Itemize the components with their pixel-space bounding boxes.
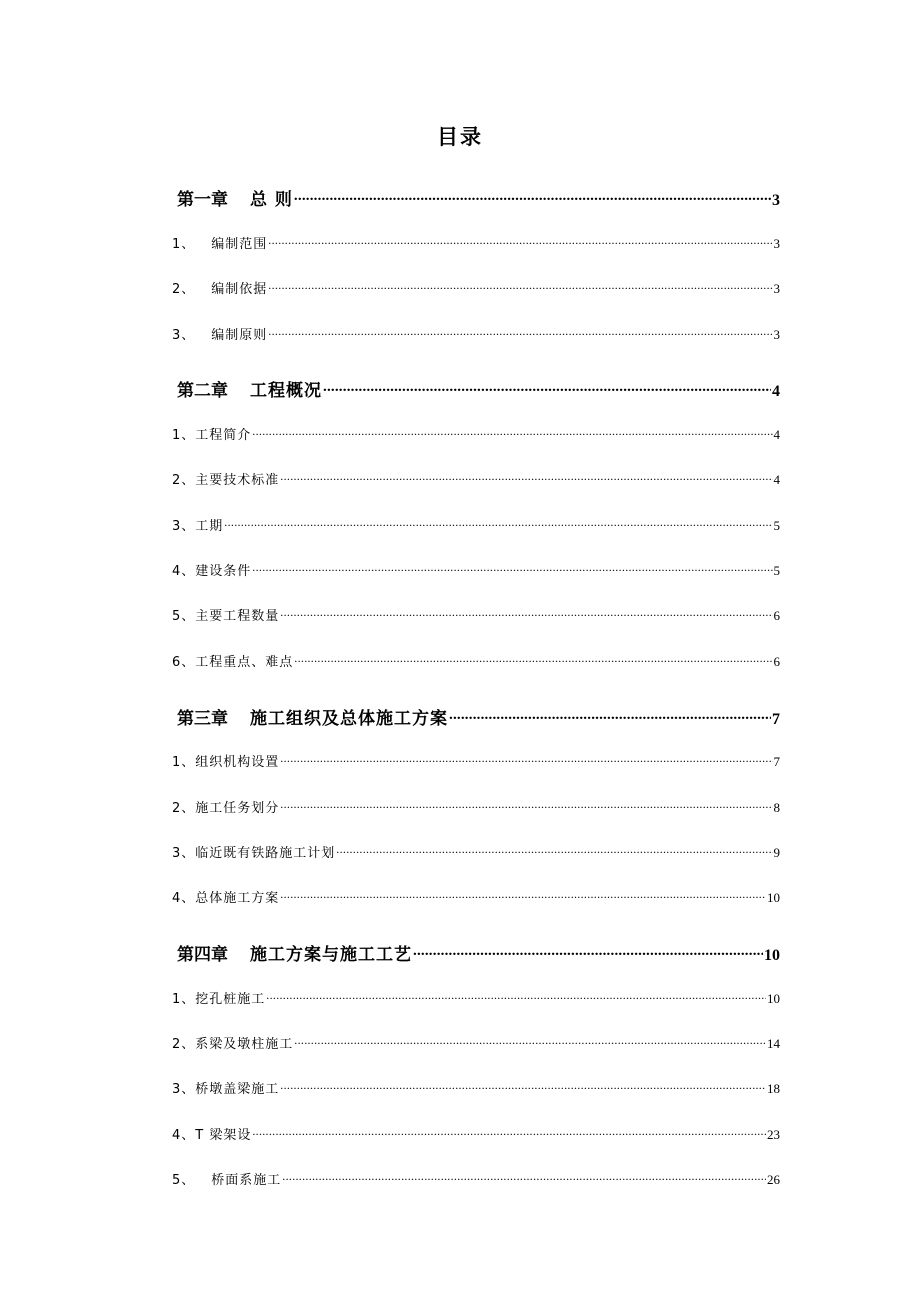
toc-section-title: 总体施工方案: [195, 891, 280, 906]
toc-leader-dots: [294, 1035, 766, 1048]
toc-page-number: 3: [772, 192, 780, 209]
toc-section-4-3[interactable]: [172, 1078, 780, 1097]
toc-leader-dots: [280, 753, 772, 766]
toc-leader-dots: [252, 562, 772, 575]
toc-chapter-title: 总 则: [250, 190, 293, 210]
toc-page-number: 4: [773, 427, 780, 442]
toc-section-number: 1、: [172, 237, 196, 252]
toc-section-2-1[interactable]: [172, 424, 780, 443]
toc-section-title: 编制原则: [211, 328, 268, 343]
toc-page-number: 4: [773, 472, 780, 487]
toc-section-number: 6、: [172, 655, 196, 670]
toc-chapter-title: 施工方案与施工工艺: [250, 945, 412, 965]
toc-leader-dots: [282, 1171, 766, 1184]
toc-leader-dots: [323, 379, 771, 396]
toc-page-number: 4: [772, 383, 780, 400]
toc-page-number: 14: [767, 1036, 780, 1051]
toc-page-number: 10: [767, 890, 780, 905]
toc-section-4-5[interactable]: [172, 1169, 780, 1188]
page-title: 目录: [437, 125, 483, 149]
toc-leader-dots: [280, 799, 772, 812]
toc-section-number: 1、: [172, 992, 196, 1007]
toc-section-title: T 梁架设: [195, 1128, 252, 1143]
toc-section-number: 5、: [172, 1173, 196, 1188]
toc-page-number: 3: [773, 327, 780, 342]
toc-section-1-2[interactable]: [172, 278, 780, 297]
toc-page-number: 7: [773, 754, 780, 769]
toc-section-4-1[interactable]: [172, 988, 780, 1007]
toc-section-title: 系梁及墩柱施工: [195, 1037, 294, 1052]
toc-section-number: 4、: [172, 891, 196, 906]
toc-section-number: 3、: [172, 328, 196, 343]
toc-section-2-2[interactable]: [172, 469, 780, 488]
toc-section-number: 1、: [172, 428, 196, 443]
toc-leader-dots: [252, 426, 772, 439]
toc-section-title: 主要工程数量: [195, 609, 280, 624]
toc-section-3-2[interactable]: [172, 797, 780, 816]
toc-page-number: 10: [767, 991, 780, 1006]
toc-section-3-3[interactable]: [172, 842, 780, 861]
toc-leader-dots: [224, 517, 772, 530]
toc-section-number: 2、: [172, 1037, 196, 1052]
toc-section-2-5[interactable]: [172, 605, 780, 624]
toc-page-number: 7: [772, 711, 780, 728]
toc-page-number: 9: [773, 845, 780, 860]
toc-section-2-6[interactable]: [172, 651, 780, 670]
toc-chapter-number: 第四章: [177, 945, 228, 965]
toc-leader-dots: [280, 607, 772, 620]
toc-section-number: 2、: [172, 801, 196, 816]
toc-section-number: 3、: [172, 519, 196, 534]
toc-section-3-4[interactable]: [172, 887, 780, 906]
toc-chapter-1[interactable]: [177, 185, 780, 210]
toc-section-2-4[interactable]: [172, 560, 780, 579]
toc-leader-dots: [294, 188, 771, 205]
toc-page-number: 6: [773, 608, 780, 623]
toc-section-title: 桥墩盖梁施工: [195, 1082, 280, 1097]
toc-chapter-4[interactable]: [177, 940, 780, 965]
toc-page-number: 5: [773, 563, 780, 578]
toc-section-title: 临近既有铁路施工计划: [195, 846, 336, 861]
toc-leader-dots: [252, 1126, 766, 1139]
toc-page-number: 18: [767, 1081, 780, 1096]
toc-section-number: 2、: [172, 282, 196, 297]
toc-chapter-number: 第三章: [177, 709, 228, 729]
toc-section-4-4[interactable]: [172, 1124, 780, 1143]
toc-section-title: 建设条件: [195, 564, 252, 579]
toc-page-number: 5: [773, 518, 780, 533]
toc-leader-dots: [294, 653, 772, 666]
toc-page-number: 26: [767, 1172, 780, 1187]
toc-chapter-2[interactable]: [177, 376, 780, 401]
toc-leader-dots: [449, 707, 771, 724]
toc-section-title: 编制范围: [211, 237, 268, 252]
toc-leader-dots: [266, 990, 766, 1003]
toc-chapter-3[interactable]: [177, 704, 780, 729]
toc-section-title: 组织机构设置: [195, 755, 280, 770]
toc-leader-dots: [413, 943, 763, 960]
toc-section-title: 主要技术标准: [195, 473, 280, 488]
toc-leader-dots: [268, 235, 772, 248]
toc-leader-dots: [268, 280, 772, 293]
toc-section-number: 2、: [172, 473, 196, 488]
toc-section-3-1[interactable]: [172, 751, 780, 770]
toc-section-title: 挖孔桩施工: [195, 992, 266, 1007]
toc-leader-dots: [280, 1080, 766, 1093]
toc-page-number: 8: [773, 800, 780, 815]
toc-page-number: 23: [767, 1127, 780, 1142]
toc-section-title: 施工任务划分: [195, 801, 280, 816]
toc-chapter-title: 工程概况: [250, 381, 322, 401]
toc-leader-dots: [336, 844, 772, 857]
toc-section-number: 4、: [172, 1128, 196, 1143]
toc-chapter-number: 第二章: [177, 381, 228, 401]
toc-leader-dots: [280, 889, 766, 902]
toc-section-1-1[interactable]: [172, 233, 780, 252]
toc-section-title: 编制依据: [211, 282, 268, 297]
toc-page-number: 6: [773, 654, 780, 669]
toc-chapter-number: 第一章: [177, 190, 228, 210]
toc-leader-dots: [280, 471, 772, 484]
toc-section-number: 3、: [172, 1082, 196, 1097]
toc-section-title: 工程简介: [195, 428, 252, 443]
toc-page-number: 3: [773, 236, 780, 251]
toc-section-1-3[interactable]: [172, 324, 780, 343]
toc-section-number: 5、: [172, 609, 196, 624]
toc-section-number: 1、: [172, 755, 196, 770]
toc-section-2-3[interactable]: [172, 515, 780, 534]
toc-section-title: 工期: [195, 519, 224, 534]
toc-page-number: 3: [773, 281, 780, 296]
toc-section-number: 3、: [172, 846, 196, 861]
toc-page-number: 10: [764, 947, 780, 964]
toc-chapter-title: 施工组织及总体施工方案: [250, 709, 448, 729]
toc-section-title: 工程重点、难点: [195, 655, 294, 670]
toc-leader-dots: [268, 326, 772, 339]
toc-section-title: 桥面系施工: [211, 1173, 282, 1188]
toc-section-number: 4、: [172, 564, 196, 579]
toc-section-4-2[interactable]: [172, 1033, 780, 1052]
